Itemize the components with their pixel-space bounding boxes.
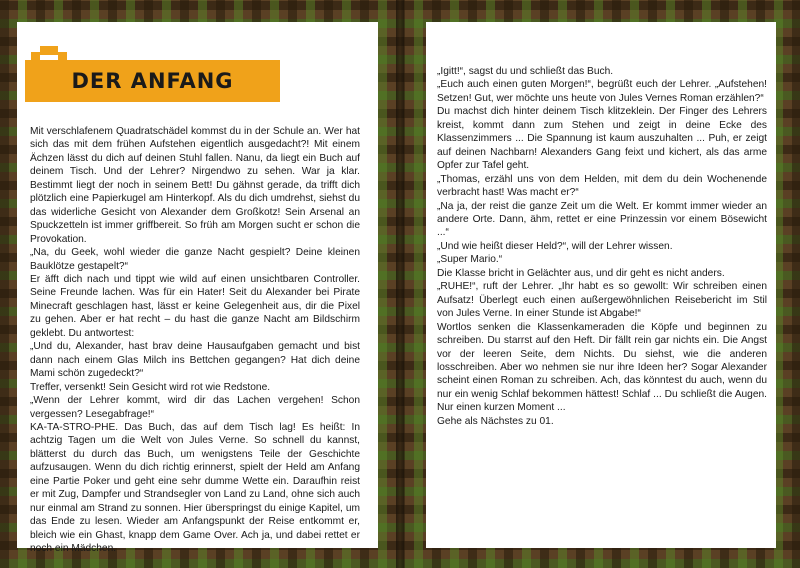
banner-pixel-decoration bbox=[40, 46, 49, 55]
banner-pixel-decoration bbox=[49, 46, 58, 55]
right-page bbox=[426, 22, 776, 548]
paragraph: „Wenn der Lehrer kommt, wird dir das Lachen vergehen! Schon vergessen? Lesegabfrage!“ bbox=[30, 395, 360, 420]
chapter-banner bbox=[25, 60, 280, 102]
paragraph: Die Klasse bricht in Gelächter aus, und dir geht es nicht anders. bbox=[437, 267, 725, 279]
book-gutter bbox=[396, 0, 404, 568]
right-page-text bbox=[437, 65, 767, 428]
paragraph-next-step: Gehe als Nächstes zu 01. bbox=[437, 415, 554, 427]
paragraph: „Thomas, erzähl uns von dem Helden, mit dem du dein Wochenende verbracht hast! Was macht er?“ bbox=[437, 173, 767, 199]
paragraph: Wortlos senken die Klassenkameraden die Köpfe und beginnen zu schreiben. Du starrst auf den Heft. Dir fällt rein gar nichts ein. Die Angst vor der leeren Seite, dem Nichts. Du siehst, wie die anderen losschreiben. Aber wo nehmen sie nur ihre Ideen her? Sogar Alexander scheint einen Roman zu schreiben. Ach, das könntest du auch, wenn du nur ein wenig Schlaf bekommen hättest! Schlaf ... Du schließt die Augen. Nur einen kurzen Moment ... bbox=[437, 321, 767, 414]
left-page-text bbox=[30, 125, 360, 556]
left-page bbox=[17, 22, 378, 555]
chapter-title: DER ANFANG bbox=[71, 69, 234, 93]
paragraph: „Na ja, der reist die ganze Zeit um die Welt. Er kommt immer wieder an andere Orte. Dann, ähm, rettet er eine Prinzessin vor einem Bösewicht ...“ bbox=[437, 200, 767, 239]
paragraph: Er äfft dich nach und tippt wie wild auf einen unsichtbaren Controller. Seine Freunde lachen. Was für ein Hater! Seit du Alexander bei Pirate Minecraft geschlagen hast, lässt er keine Gelegenheit aus, dir die Pixel zu gehen. Aber er hat recht – du hast die ganze Nacht am Bildschirm geklebt. Du antwortest: bbox=[30, 273, 360, 339]
paragraph: Treffer, versenkt! Sein Gesicht wird rot wie Redstone. bbox=[30, 381, 271, 393]
paragraph: „Euch auch einen guten Morgen!“, begrüßt euch der Lehrer. „Aufstehen! Setzen! Gut, wer möchte uns heute von Jules Vernes Roman erzählen?“ bbox=[437, 79, 767, 104]
paragraph: „Und du, Alexander, hast brav deine Hausaufgaben gemacht und bist dann nach einem Glas Milch ins Bettchen gegangen? Hat dich deine Mami schön zugedeckt?“ bbox=[30, 341, 360, 380]
paragraph: „Na, du Geek, wohl wieder die ganze Nacht gespielt? Deine kleinen Bauklötze gestapelt?“ bbox=[30, 247, 360, 272]
paragraph: „Und wie heißt dieser Held?“, will der Lehrer wissen. bbox=[437, 240, 673, 252]
paragraph: Mit verschlafenem Quadratschädel kommst du in der Schule an. Wer hat sich das mit dem frühen Aufstehen eigentlich ausgedacht?! Mit einem Ächzen lässt du dich auf deinen Stuhl fallen. Nanu, da liegt ein Buch auf deinem Tisch. Und der Lehrer? Nirgendwo zu sehen. War ja klar. Bestimmt liegt der noch in seinem Bett! Du gähnst gerade, da trifft dich plötzlich eine Papierkugel am Hinterkopf. Als du dich umdrehst, siehst du das widerliche Gesicht von Alexander dem Großkotz! Sein Arsenal an Spuckzetteln ist immer griffbereit. So früh am Morgen sucht er schon die Provokation. bbox=[30, 126, 360, 245]
paragraph: „RUHE!“, ruft der Lehrer. „Ihr habt es so gewollt: Wir schreiben einen Aufsatz! Überlegt euch einen außergewöhnlichen Reisebericht im Stil von Jules Verne. In einer Stunde ist Abgabe!“ bbox=[437, 281, 767, 320]
paragraph: KA-TA-STRO-PHE. Das Buch, das auf dem Tisch lag! Es heißt: In achtzig Tagen um die Welt von Jules Verne. So schnell du kannst, blätterst du durch das Buch, um wenigstens Teile der Geschichte aufzusaugen. Wenn du dich richtig erinnerst, spielt der Held am Anfang eine Partie Poker und geht eine sehr dumme Wette ein. Daraufhin reist er mit Zug, Dampfer und Strandsegler von Land zu Land, ohne sich auch nur einmal am Strand zu sonnen. Hier überspringst du einige Kapitel, um das Ende zu lesen. Wieder am Anfangspunkt der Reise entkommt er, bleich wie ein Ghast, knapp dem Game Over. Ach ja, und dabei rettet er noch ein Mädchen. bbox=[30, 421, 360, 555]
paragraph: „Super Mario.“ bbox=[437, 254, 503, 266]
banner-pixel-decoration bbox=[31, 52, 40, 60]
paragraph: „Igitt!“, sagst du und schließt das Buch. bbox=[437, 66, 614, 77]
paragraph: Du machst dich hinter deinem Tisch klitzeklein. Der Finger des Lehrers kreist, kommt dann zum Stehen und zeigt in deine Ecke des Klassenzimmers ... Die Spannung ist kaum auszuhalten ... Puh, er zeigt auf deinen Nachbarn! Alexanders Gang feixt und kichert, als das arme Opfer zur Tafel geht. bbox=[437, 106, 767, 172]
banner-pixel-decoration bbox=[58, 52, 67, 60]
